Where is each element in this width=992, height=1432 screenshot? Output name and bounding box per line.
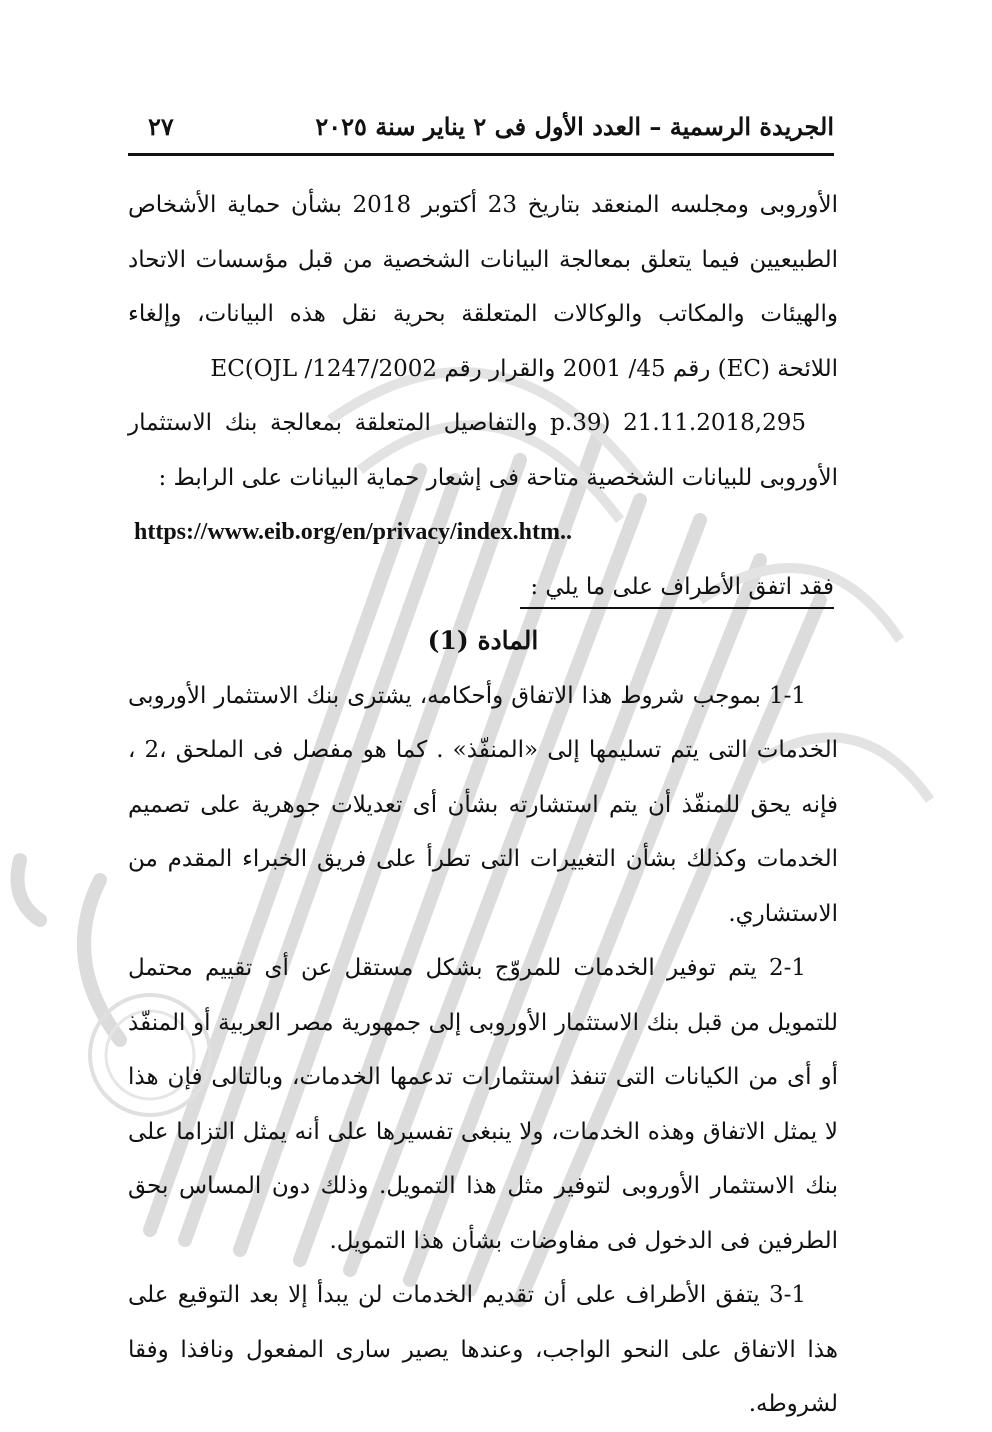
clause-1-1: 1-1 بموجب شروط هذا الاتفاق وأحكامه، يشترى بنك الاستثمار الأوروبى الخدمات التى يتم تسليمها إلى «المنفّذ» . كما هو مفصل فى الملحق ،2 ، فإنه يحق للمنفّذ أن يتم استشارته بشأن أى تعديلات جوهرية على تصميم الخدمات وكذلك بشأن التغييرات التى تطرأ على فريق الخبراء المقدم من الاستشاري. xyxy=(128,682,839,927)
page-number: ٢٧ xyxy=(148,112,174,141)
clause-1-2: 2-1 يتم توفير الخدمات للمروّج بشكل مستقل عن أى تقييم محتمل للتمويل من قبل بنك الاستثمار الأوروبى إلى جمهورية مصر العربية أو المنفّذ أو أى من الكيانات التى تنفذ استثمارات تدعمها الخدمات، وبالتالى فإن هذا لا يمثل الاتفاق وهذه الخدمات، ولا ينبغى تفسيرها على أنه يمثل التزاما على بنك الاستثمار الأوروبى لتوفير مثل هذا التمويل. وذلك دون المساس بحق الطرفين فى الدخول فى مفاوضات بشأن هذا التمويل. xyxy=(128,955,838,1254)
clause-1-3: 3-1 يتفق الأطراف على أن تقديم الخدمات لن يبدأ إلا بعد التوقيع على هذا الاتفاق على النحو الواجب، وعندها يصير سارى المفعول ونافذا وفقا لشروطه. xyxy=(128,1282,838,1417)
agreement-line xyxy=(128,560,838,615)
paragraph-gdpr-reference: الأوروبى ومجلسه المنعقد بتاريخ 23 أكتوبر 2018 بشأن حماية الأشخاص الطبيعيين فيما يتعلق بمعالجة البيانات الشخصية من قبل مؤسسات الاتحاد والهيئات والمكاتب والوكالات المتعلقة بحرية نقل هذه البيانات، وإلغاء اللائحة (EC) رقم 45/ 2001 والقرار رقم 1247/2002/ EC(OJL xyxy=(128,192,838,382)
gazette-title: الجريدة الرسمية – العدد الأول فى ٢ يناير سنة ٢٠٢٥ xyxy=(315,112,834,141)
page-content xyxy=(128,178,838,1432)
paragraph-data-protection: 21.11.2018,295 (p.39 والتفاصيل المتعلقة بمعالجة بنك الاستثمار الأوروبى للبيانات الشخصية متاحة فى إشعار حماية البيانات على الرابط : xyxy=(128,410,838,491)
page-header xyxy=(128,106,834,152)
privacy-link[interactable]: https://www.eib.org/en/privacy/index.htm.. xyxy=(134,519,573,545)
article-heading: المادة (1) xyxy=(427,626,539,655)
header-divider xyxy=(128,153,834,156)
agreement-text: فقد اتفق الأطراف على ما يلي : xyxy=(520,567,834,609)
